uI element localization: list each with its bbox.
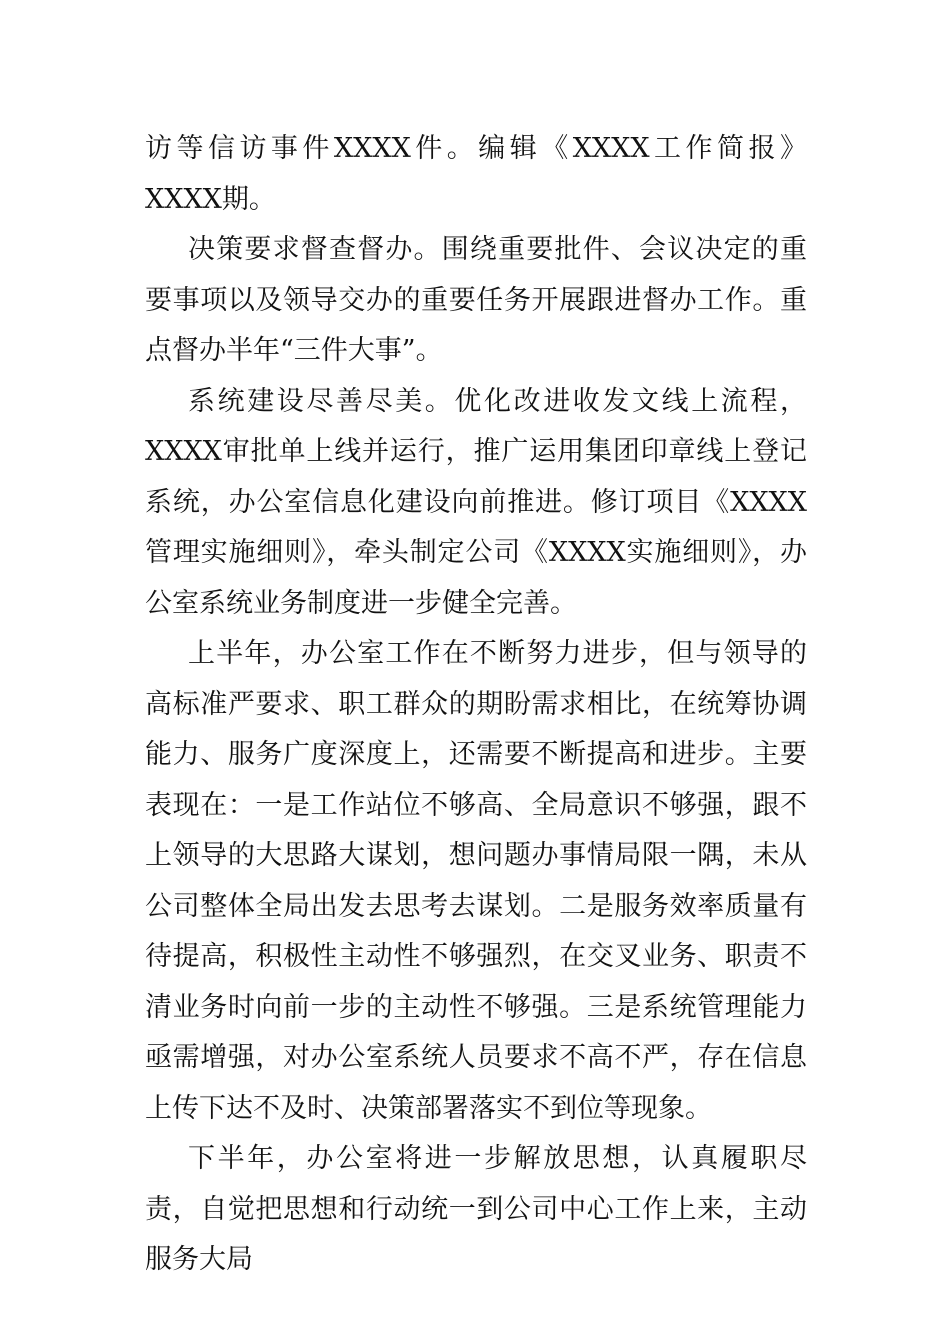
paragraph-second-half-plan: 下半年，办公室将进一步解放思想，认真履职尽责，自觉把思想和行动统一到公司中心工作上来，主动服务大局 — [145, 1143, 807, 1275]
paragraph-supervision: 决策要求督查督办。围绕重要批件、会议决定的重要事项以及领导交办的重要任务开展跟进督办工作。重点督办半年“三件大事”。 — [145, 234, 807, 366]
document-body — [145, 124, 807, 1286]
paragraph-system-building: 系统建设尽善尽美。优化改进收发文线上流程，XXXX审批单上线并运行，推广运用集团印章线上登记系统，办公室信息化建设向前推进。修订项目《XXXX管理实施细则》，牵头制定公司《XXXX实施细则》，办公室系统业务制度进一步健全完善。 — [145, 385, 807, 619]
paragraph-continuation: 访等信访事件XXXX件。编辑《XXXX工作简报》XXXX期。 — [145, 133, 807, 215]
paragraph-shortcomings: 上半年，办公室工作在不断努力进步，但与领导的高标准严要求、职工群众的期盼需求相比，在统筹协调能力、服务广度深度上，还需要不断提高和进步。主要表现在：一是工作站位不够高、全局意识不够强，跟不上领导的大思路大谋划，想问题办事情局限一隅，未从公司整体全局出发去思考去谋划。二是服务效率质量有待提高，积极性主动性不够强烈，在交叉业务、职责不清业务时向前一步的主动性不够强。三是系统管理能力亟需增强，对办公室系统人员要求不高不严，存在信息上传下达不及时、决策部署落实不到位等现象。 — [145, 638, 807, 1124]
